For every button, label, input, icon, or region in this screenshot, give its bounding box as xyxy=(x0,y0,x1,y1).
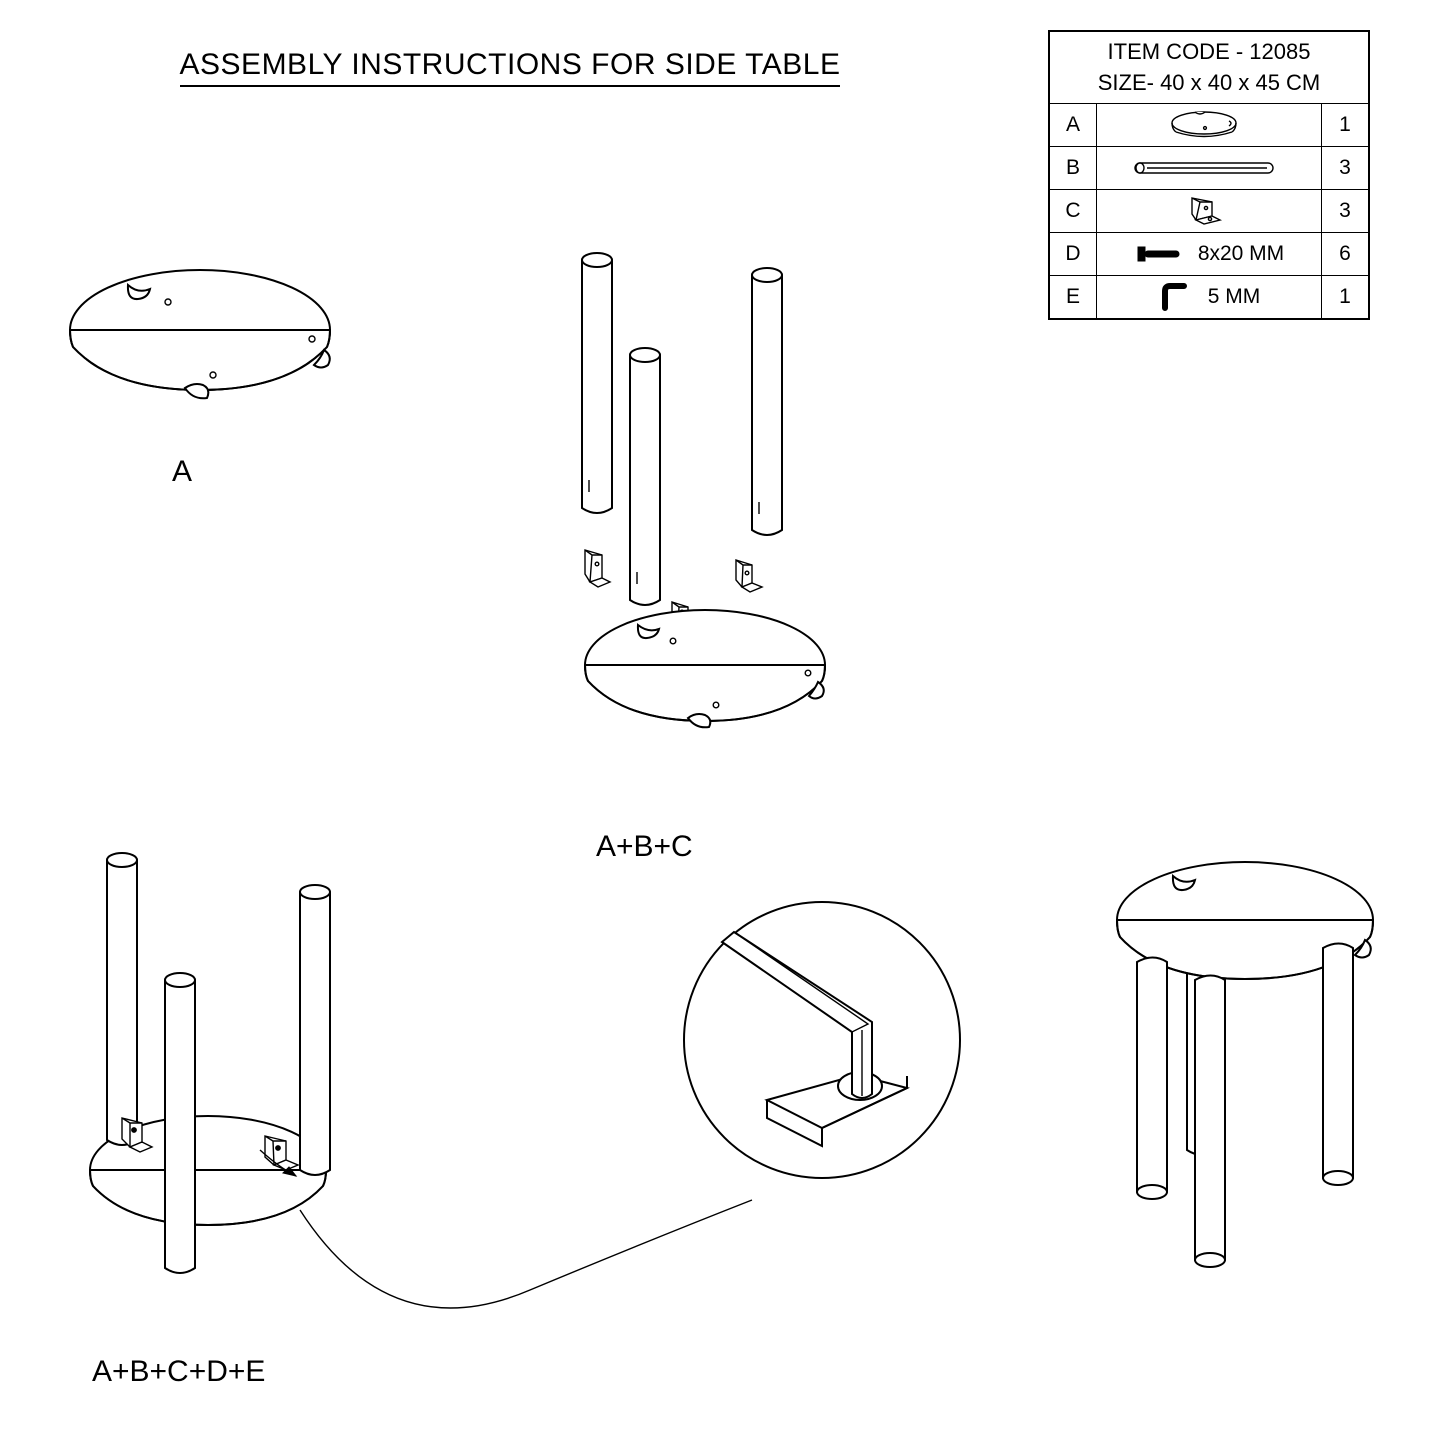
parts-table xyxy=(1048,30,1370,320)
part-icon-cell xyxy=(1097,147,1322,189)
part-code: A xyxy=(1050,104,1097,146)
detail-callout-bubble xyxy=(672,890,972,1190)
step-a-illustration xyxy=(50,255,350,435)
tabletop xyxy=(585,610,825,727)
table-row xyxy=(1050,276,1368,318)
angle-bracket xyxy=(585,550,610,587)
round-tabletop-icon xyxy=(1165,108,1243,142)
step-abcde-caption: A+B+C+D+E xyxy=(92,1355,266,1388)
leg-tube xyxy=(582,253,612,513)
table-row xyxy=(1050,190,1368,233)
table-row xyxy=(1050,147,1368,190)
leg-tube xyxy=(165,973,195,1273)
leg-tube xyxy=(1323,944,1353,1186)
part-qty: 3 xyxy=(1339,199,1351,222)
screw-icon xyxy=(1134,243,1188,265)
parts-table-header xyxy=(1050,32,1368,104)
size-text: SIZE- 40 x 40 x 45 CM xyxy=(1097,70,1321,95)
step-abc-caption: A+B+C xyxy=(596,830,693,863)
part-icon-cell xyxy=(1097,276,1322,318)
page-title xyxy=(0,48,1020,87)
part-icon-cell xyxy=(1097,104,1322,146)
leg-tube xyxy=(630,348,660,605)
finished-table-illustration xyxy=(1095,820,1395,1290)
part-icon-cell xyxy=(1097,190,1322,232)
leg-tube-icon xyxy=(1129,158,1279,178)
table-row xyxy=(1050,233,1368,276)
part-qty: 1 xyxy=(1339,113,1351,136)
part-label: 8x20 MM xyxy=(1197,242,1285,265)
step-abc-illustration xyxy=(540,230,870,790)
part-code: E xyxy=(1050,276,1097,318)
part-code: D xyxy=(1050,233,1097,275)
angle-bracket-icon xyxy=(1182,194,1226,228)
part-qty: 3 xyxy=(1339,156,1351,179)
part-code: B xyxy=(1050,147,1097,189)
part-qty: 6 xyxy=(1339,242,1351,265)
leg-tube xyxy=(300,885,330,1175)
part-icon-cell xyxy=(1097,233,1322,275)
part-code: C xyxy=(1050,190,1097,232)
leg-tube xyxy=(1195,976,1225,1268)
table-row xyxy=(1050,104,1368,147)
part-label: 5 MM xyxy=(1207,285,1261,308)
item-code-text: ITEM CODE - 12085 xyxy=(1107,39,1311,64)
step-a-caption: A xyxy=(172,455,193,488)
page-title-text: ASSEMBLY INSTRUCTIONS FOR SIDE TABLE xyxy=(180,48,841,87)
part-qty: 1 xyxy=(1339,285,1351,308)
allen-key-icon xyxy=(1158,280,1198,314)
leg-tube xyxy=(1137,958,1167,1200)
leg-tube xyxy=(107,853,137,1145)
leg-tube xyxy=(752,268,782,535)
angle-bracket xyxy=(736,560,762,592)
